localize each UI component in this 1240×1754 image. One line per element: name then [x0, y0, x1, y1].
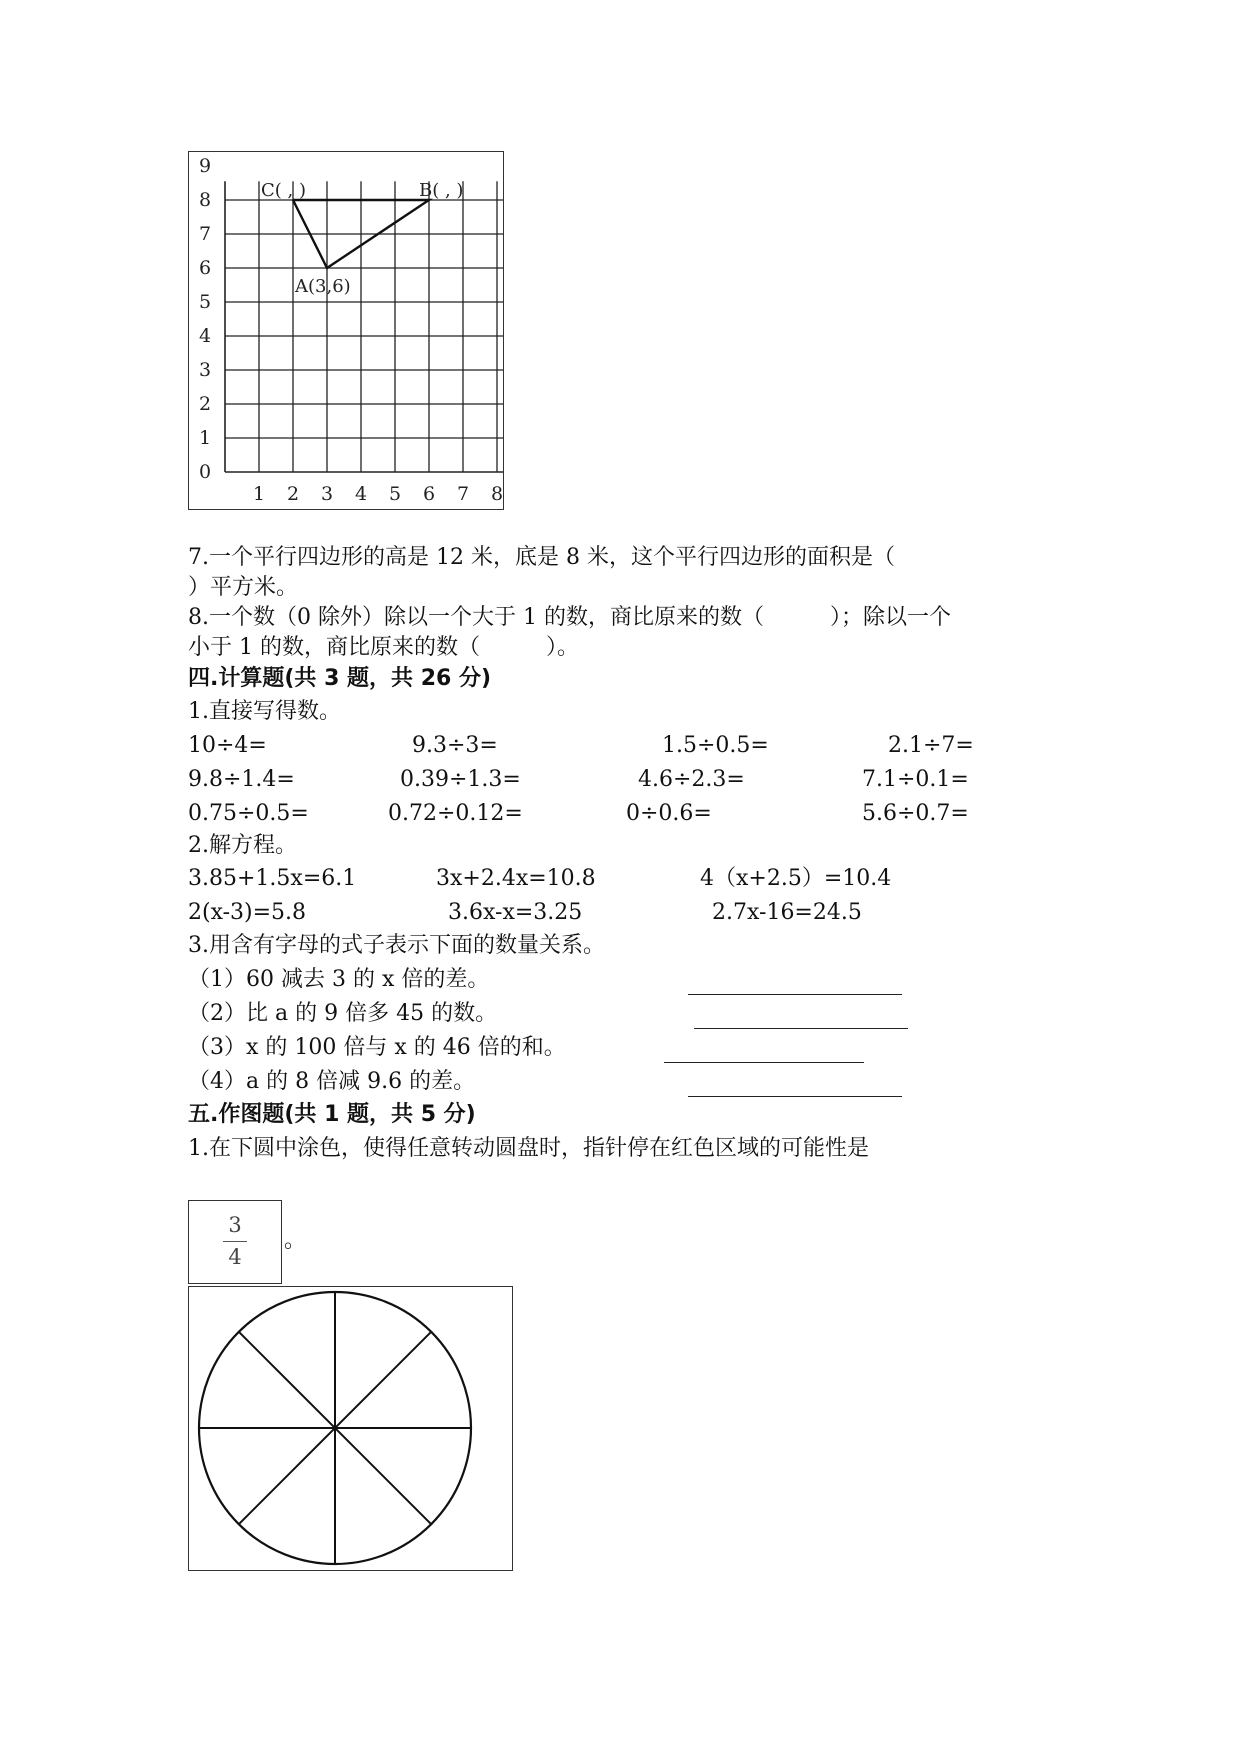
part-2-title: 2.解方程。: [188, 833, 297, 858]
point-a-label: A(3,6): [295, 276, 351, 297]
answer-blank[interactable]: [688, 1070, 902, 1097]
y-axis-tick-label: 1: [199, 427, 212, 449]
question-7-line-1: 7.一个平行四边形的高是 12 米，底是 8 米，这个平行四边形的面积是（: [188, 545, 895, 570]
calc-item: 1.5÷0.5=: [662, 733, 769, 758]
equation-item: 3x+2.4x=10.8: [436, 866, 596, 891]
x-axis-tick-label: 8: [491, 483, 503, 505]
point-b-label: B( , ): [419, 180, 464, 201]
y-axis-tick-label: 5: [199, 291, 212, 313]
y-axis-tick-label: 2: [199, 393, 212, 415]
y-axis-tick-label: 0: [199, 461, 212, 483]
y-axis-tick-label: 9: [199, 155, 212, 177]
fraction-denominator: 4: [228, 1245, 242, 1269]
calc-item: 9.8÷1.4=: [188, 767, 295, 792]
point-c-label: C( , ): [261, 180, 306, 201]
expression-item: （1）60 减去 3 的 x 倍的差。: [188, 967, 490, 992]
question-8-line-1: 8.一个数（0 除外）除以一个大于 1 的数，商比原来的数（ ）；除以一个: [188, 605, 951, 630]
equation-item: 3.85+1.5x=6.1: [188, 866, 357, 891]
calc-item: 5.6÷0.7=: [862, 801, 969, 826]
y-axis-tick-label: 7: [199, 223, 212, 245]
answer-blank[interactable]: [688, 968, 902, 995]
drawing-question-text: 1.在下圆中涂色，使得任意转动圆盘时，指针停在红色区域的可能性是: [188, 1136, 869, 1161]
calc-item: 10÷4=: [188, 733, 267, 758]
period-mark: 。: [284, 1228, 307, 1253]
spinner-circle[interactable]: [189, 1287, 512, 1570]
calc-item: 0÷0.6=: [626, 801, 712, 826]
fraction-numerator: 3: [228, 1213, 242, 1237]
section-4-title: 四.计算题(共 3 题，共 26 分): [188, 666, 492, 691]
circle-figure: [188, 1286, 513, 1571]
calc-item: 2.1÷7=: [888, 733, 974, 758]
part-1-title: 1.直接写得数。: [188, 699, 341, 724]
section-5-title: 五.作图题(共 1 题，共 5 分): [188, 1102, 476, 1127]
answer-blank[interactable]: [694, 1002, 908, 1029]
x-axis-tick-label: 5: [389, 483, 402, 505]
x-axis-tick-label: 2: [287, 483, 300, 505]
calc-item: 7.1÷0.1=: [862, 767, 969, 792]
calc-item: 0.39÷1.3=: [400, 767, 521, 792]
y-axis-tick-label: 3: [199, 359, 212, 381]
x-axis-tick-label: 1: [253, 483, 266, 505]
expression-item: （3）x 的 100 倍与 x 的 46 倍的和。: [188, 1035, 566, 1060]
question-8-line-2: 小于 1 的数，商比原来的数（ ）。: [188, 635, 579, 660]
expression-item: （2）比 a 的 9 倍多 45 的数。: [188, 1001, 498, 1026]
fraction-bar: [223, 1241, 247, 1242]
equation-item: 4（x+2.5）=10.4: [700, 866, 892, 891]
coordinate-grid-figure: [188, 151, 504, 510]
fraction-box: [188, 1200, 282, 1284]
answer-blank[interactable]: [664, 1036, 864, 1063]
part-3-title: 3.用含有字母的式子表示下面的数量关系。: [188, 933, 605, 958]
coordinate-grid: [189, 152, 503, 509]
question-7-line-2: ）平方米。: [188, 575, 299, 600]
calc-item: 0.72÷0.12=: [388, 801, 523, 826]
x-axis-tick-label: 7: [457, 483, 470, 505]
y-axis-tick-label: 4: [199, 325, 212, 347]
equation-item: 3.6x-x=3.25: [448, 900, 583, 925]
x-axis-tick-label: 6: [423, 483, 436, 505]
equation-item: 2.7x-16=24.5: [712, 900, 862, 925]
x-axis-tick-label: 3: [321, 483, 334, 505]
calc-item: 4.6÷2.3=: [638, 767, 745, 792]
y-axis-tick-label: 8: [199, 189, 212, 211]
expression-item: （4）a 的 8 倍减 9.6 的差。: [188, 1069, 476, 1094]
calc-item: 9.3÷3=: [412, 733, 498, 758]
calc-item: 0.75÷0.5=: [188, 801, 309, 826]
y-axis-tick-label: 6: [199, 257, 212, 279]
x-axis-tick-label: 4: [355, 483, 368, 505]
equation-item: 2(x-3)=5.8: [188, 900, 307, 925]
